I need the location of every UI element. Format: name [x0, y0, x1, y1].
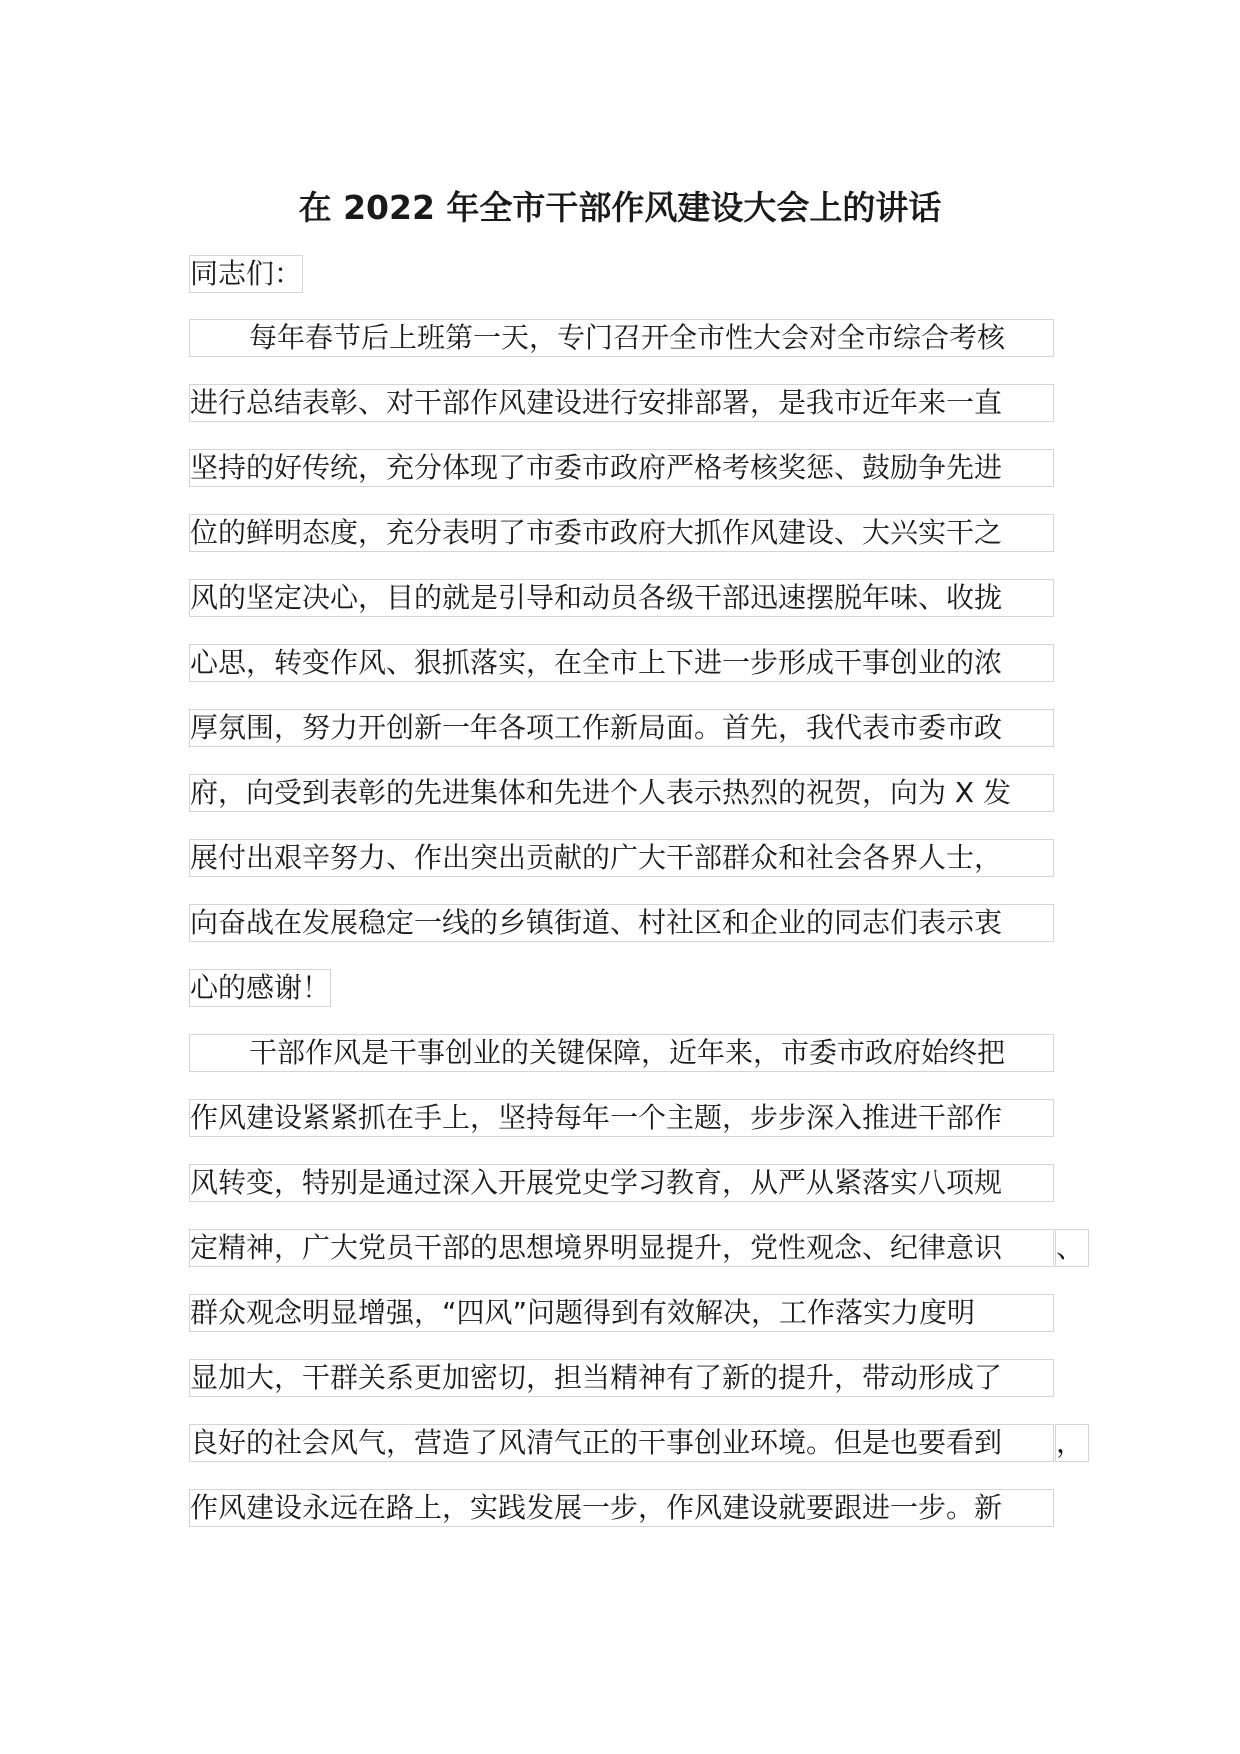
- text-line: [189, 384, 1054, 422]
- text-line: [189, 969, 331, 1007]
- text-line-content: 向奋战在发展稳定一线的乡镇街道、村社区和企业的同志们表示衷: [190, 906, 1003, 939]
- text-line: [189, 579, 1054, 617]
- text-line-content: 厚氛围，努力开创新一年各项工作新局面。首先，我代表市委市政: [190, 711, 1003, 744]
- salutation: [189, 255, 303, 293]
- text-line: [189, 449, 1054, 487]
- text-line-content: 心思，转变作风、狠抓落实，在全市上下进一步形成干事创业的浓: [190, 646, 1003, 679]
- text-line-content: 每年春节后上班第一天，专门召开全市性大会对全市综合考核: [249, 321, 1006, 354]
- text-line-content: 作风建设永远在路上，实践发展一步，作风建设就要跟进一步。新: [190, 1491, 1003, 1524]
- text-line-content: 进行总结表彰、对干部作风建设进行安排部署，是我市近年来一直: [190, 386, 1003, 419]
- text-line-content: 显加大，干群关系更加密切，担当精神有了新的提升，带动形成了: [190, 1361, 1003, 1394]
- text-line: [189, 904, 1054, 942]
- document-title: 在 2022 年全市干部作风建设大会上的讲话: [298, 188, 942, 227]
- text-line: [189, 774, 1054, 812]
- text-line-content: 作风建设紧紧抓在手上，坚持每年一个主题，步步深入推进干部作: [190, 1101, 1003, 1134]
- salutation-text: 同志们：: [190, 257, 303, 290]
- text-line-content: 定精神，广大党员干部的思想境界明显提升，党性观念、纪律意识: [190, 1231, 1003, 1264]
- text-line: [189, 1424, 1085, 1462]
- text-line: [189, 1034, 1054, 1072]
- text-line-content: 府，向受到表彰的先进集体和先进个人表示热烈的祝贺，向为 X 发: [190, 776, 1011, 809]
- text-line-content: 坚持的好传统，充分体现了市委市政府严格考核奖惩、鼓励争先进: [190, 451, 1003, 484]
- text-line-content: 良好的社会风气，营造了风清气正的干事创业环境。但是也要看到: [190, 1426, 1003, 1459]
- text-line: [189, 1229, 1085, 1267]
- text-line: [189, 1099, 1054, 1137]
- text-line: [189, 514, 1054, 552]
- text-line-content: 群众观念明显增强，“四风”问题得到有效解决，工作落实力度明: [190, 1296, 976, 1329]
- text-line: [189, 839, 1054, 877]
- text-line: [189, 644, 1054, 682]
- overflow-punctuation: 、: [1055, 1229, 1089, 1267]
- text-line-content: 风转变，特别是通过深入开展党史学习教育，从严从紧落实八项规: [190, 1166, 1003, 1199]
- overflow-punctuation: ，: [1055, 1424, 1089, 1462]
- text-line: [189, 319, 1054, 357]
- text-line: [189, 1359, 1054, 1397]
- text-line: [189, 1164, 1054, 1202]
- text-line-content: 心的感谢！: [190, 971, 331, 1004]
- text-line-content: 干部作风是干事创业的关键保障，近年来，市委市政府始终把: [249, 1036, 1006, 1069]
- text-line: [189, 1294, 1054, 1332]
- text-line-content: 风的坚定决心，目的就是引导和动员各级干部迅速摆脱年味、收拢: [190, 581, 1003, 614]
- text-line: [189, 1489, 1054, 1527]
- text-line-content: 位的鲜明态度，充分表明了市委市政府大抓作风建设、大兴实干之: [190, 516, 1003, 549]
- text-line-content: 展付出艰辛努力、作出突出贡献的广大干部群众和社会各界人士，: [190, 841, 1003, 874]
- text-line: [189, 709, 1054, 747]
